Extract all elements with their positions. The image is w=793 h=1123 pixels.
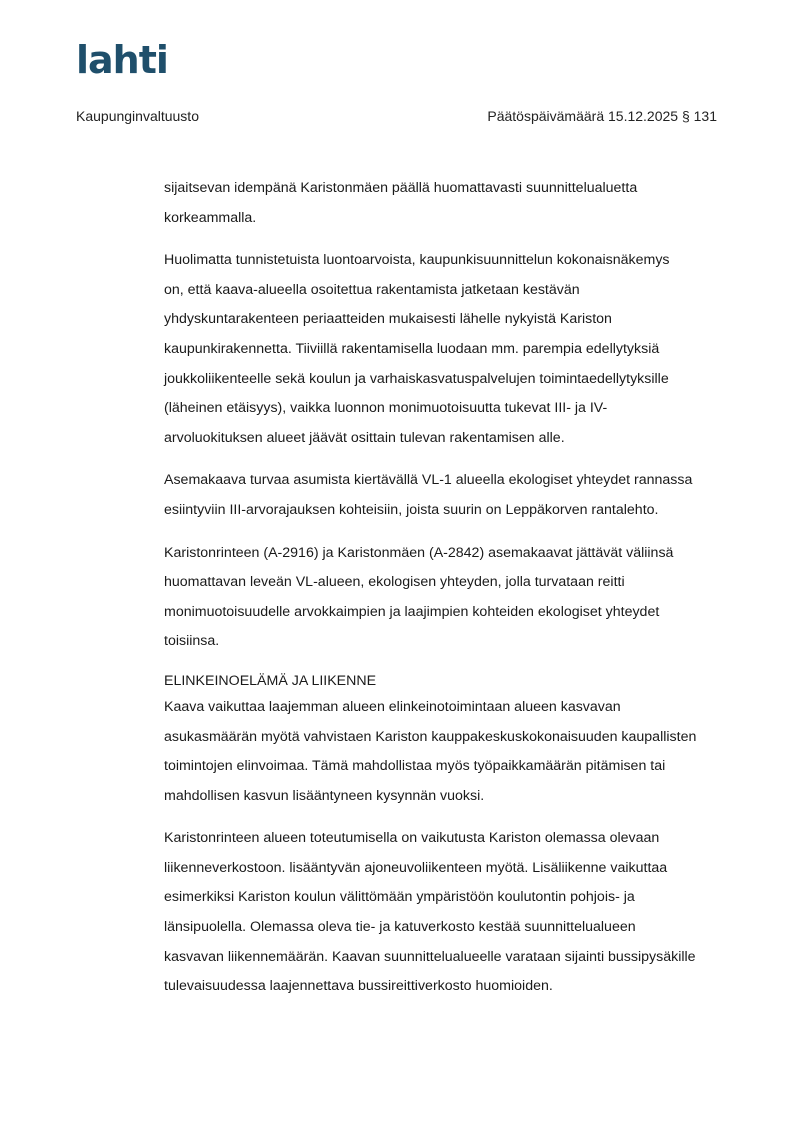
text-line: korkeammalla. — [164, 209, 257, 226]
text-line: esiintyviin III-arvorajauksen kohteisiin, joista suurin on Leppäkorven rantalehto. — [164, 501, 659, 518]
text-line: mahdollisen kasvun lisääntyneen kysynnän vuoksi. — [164, 787, 485, 804]
text-line: huomattavan leveän VL-alueen, ekologisen yhteyden, jolla turvataan reitti — [164, 574, 625, 591]
organization-name: Kaupunginvaltuusto — [76, 108, 199, 124]
document-body — [164, 174, 724, 1002]
text-line: on, että kaava-alueella osoitettua rakentamista jatketaan kestävän — [164, 281, 580, 298]
text-line: Asemakaava turvaa asumista kiertävällä VL-1 alueella ekologiset yhteydet rannassa — [164, 472, 693, 489]
text-line: sijaitsevan idempänä Karistonmäen päällä huomattavasti suunnittelualuetta — [164, 180, 638, 196]
paragraph — [164, 174, 724, 233]
text-line: tulevaisuudessa laajennettava bussireittiverkosto huomioiden. — [164, 978, 553, 995]
text-line: kaupunkirakennetta. Tiiviillä rakentamisella luodaan mm. parempia edellytyksiä — [164, 340, 660, 357]
text-line: joukkoliikenteelle sekä koulun ja varhaiskasvatuspalvelujen toimintaedellytyksille — [164, 370, 669, 387]
text-line: Karistonrinteen alueen toteutumisella on vaikutusta Kariston olemassa olevaan — [164, 830, 660, 847]
text-line: Kaava vaikuttaa laajemman alueen elinkeinotoimintaan alueen kasvavan — [164, 698, 621, 715]
text-line: esimerkiksi Kariston koulun välittömään ympäristöön koulutontin pohjois- ja — [164, 889, 635, 906]
text-line: arvoluokituksen alueet jäävät osittain tulevan rakentamisen alle. — [164, 429, 565, 446]
text-line: yhdyskuntarakenteen periaatteiden mukaisesti lähelle nykyistä Kariston — [164, 311, 612, 328]
decision-date: Päätöspäivämäärä 15.12.2025 § 131 — [487, 108, 717, 124]
text-line: länsipuolella. Olemassa oleva tie- ja katuverkosto kestää suunnittelualueen — [164, 919, 636, 936]
paragraph — [164, 693, 724, 811]
lahti-logo: lahti — [76, 38, 168, 82]
text-line: Huolimatta tunnistetuista luontoarvoista, kaupunkisuunnittelun kokonaisnäkemys — [164, 252, 670, 269]
paragraph — [164, 466, 724, 525]
text-line: toimintojen elinvoimaa. Tämä mahdollistaa myös työpaikkamäärän pitämisen tai — [164, 758, 666, 775]
text-line: liikenneverkostoon. lisääntyvän ajoneuvoliikenteen myötä. Lisäliikenne vaikuttaa — [164, 859, 668, 876]
paragraph — [164, 246, 724, 453]
text-line: toisiinsa. — [164, 633, 220, 650]
text-line: kasvavan liikennemäärän. Kaavan suunnittelualueelle varataan sijainti bussipysäkille — [164, 948, 696, 965]
text-line: Karistonrinteen (A-2916) ja Karistonmäen (A-2842) asemakaavat jättävät väliinsä — [164, 544, 674, 561]
paragraph — [164, 539, 724, 657]
paragraph — [164, 824, 724, 1002]
text-line: asukasmäärän myötä vahvistaen Kariston kauppakeskuskokonaisuuden kaupallisten — [164, 728, 697, 745]
section-heading: ELINKEINOELÄMÄ JA LIIKENNE — [164, 672, 377, 689]
text-line: (läheinen etäisyys), vaikka luonnon monimuotoisuutta tukevat III- ja IV- — [164, 400, 608, 417]
text-line: monimuotoisuudelle arvokkaimpien ja laajimpien kohteiden ekologiset yhteydet — [164, 603, 660, 620]
